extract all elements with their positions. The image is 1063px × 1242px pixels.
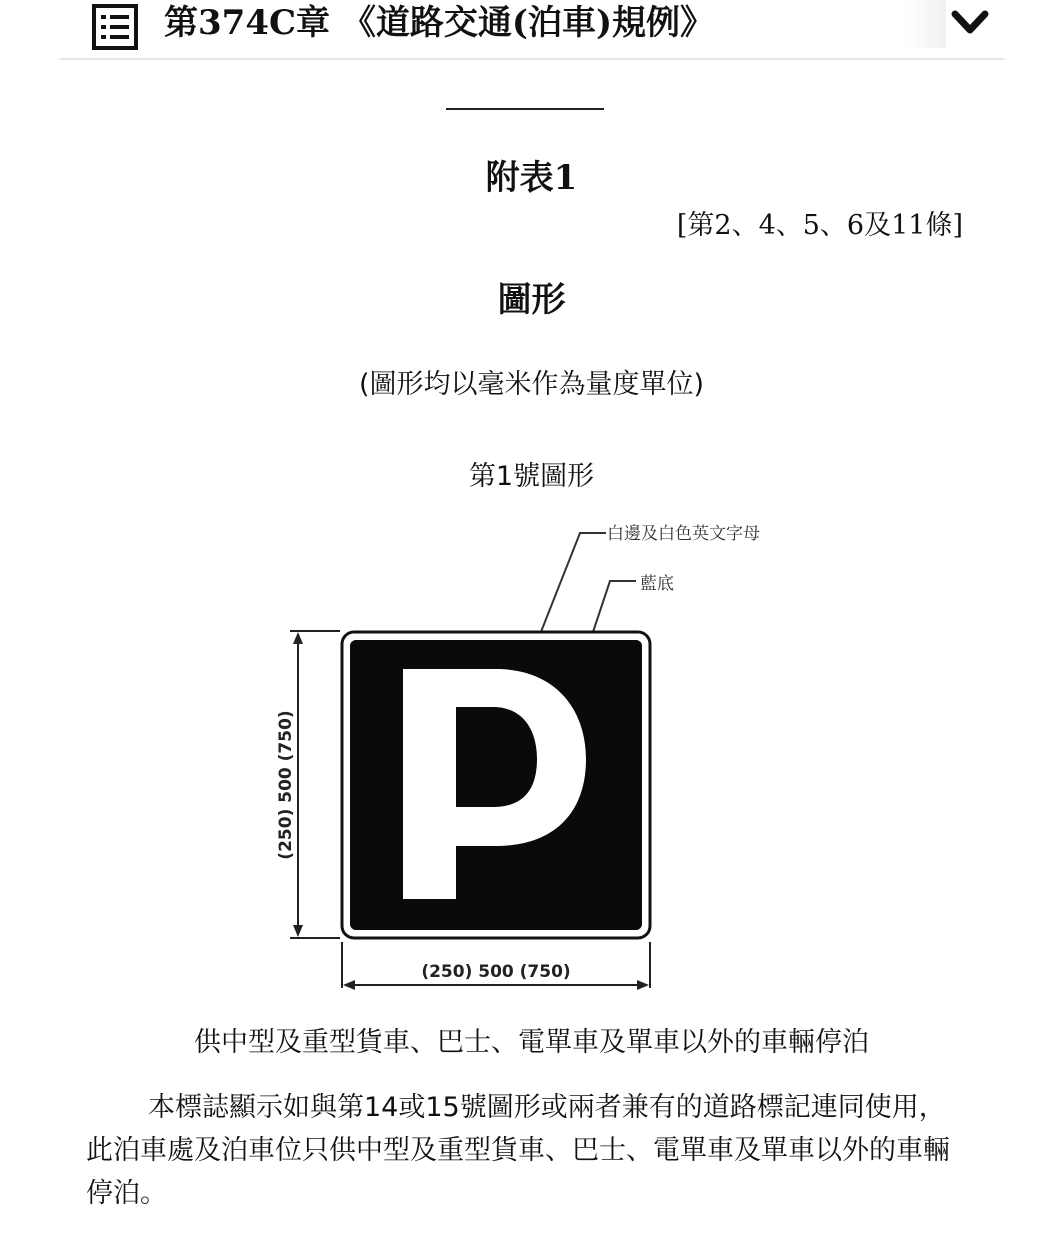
label-border: 白邊及白色英文字母: [607, 524, 760, 544]
sign-description: 本標誌顯示如與第14或15號圖形或兩者兼有的道路標記連同使用，此泊車處及泊車位只供中型及重型貨車、巴士、電單車及單車以外的車輛停泊。: [86, 1092, 950, 1209]
dimension-vertical-label: (250) 500 (750): [276, 710, 296, 860]
dimension-vertical: [290, 631, 340, 938]
dimension-arrow-up: [293, 632, 303, 644]
sign-caption: 供中型及重型貨車、巴士、電單車及單車以外的車輛停泊: [194, 1027, 869, 1058]
parking-sign-figure: [270, 510, 790, 1000]
dimension-horizontal-label: (250) 500 (750): [421, 962, 571, 982]
section-title: 圖形: [497, 280, 566, 320]
label-background: 藍底: [640, 574, 674, 594]
header-fade: [906, 0, 946, 48]
figure-title: 第1號圖形: [468, 461, 595, 492]
section-reference: [第2、4、5、6及11條]: [676, 210, 963, 241]
dimension-arrow-right: [637, 980, 649, 990]
chapter-header: [60, 0, 1004, 60]
list-icon[interactable]: [92, 4, 138, 50]
dimension-arrow-left: [343, 980, 355, 990]
unit-note: (圖形均以毫米作為量度單位): [358, 369, 705, 400]
chapter-title: 第374C章 《道路交通(泊車)規例》: [164, 3, 715, 43]
schedule-title: 附表1: [485, 158, 578, 198]
chevron-down-icon[interactable]: [950, 6, 990, 38]
dimension-arrow-down: [293, 925, 303, 937]
divider: [446, 108, 604, 110]
